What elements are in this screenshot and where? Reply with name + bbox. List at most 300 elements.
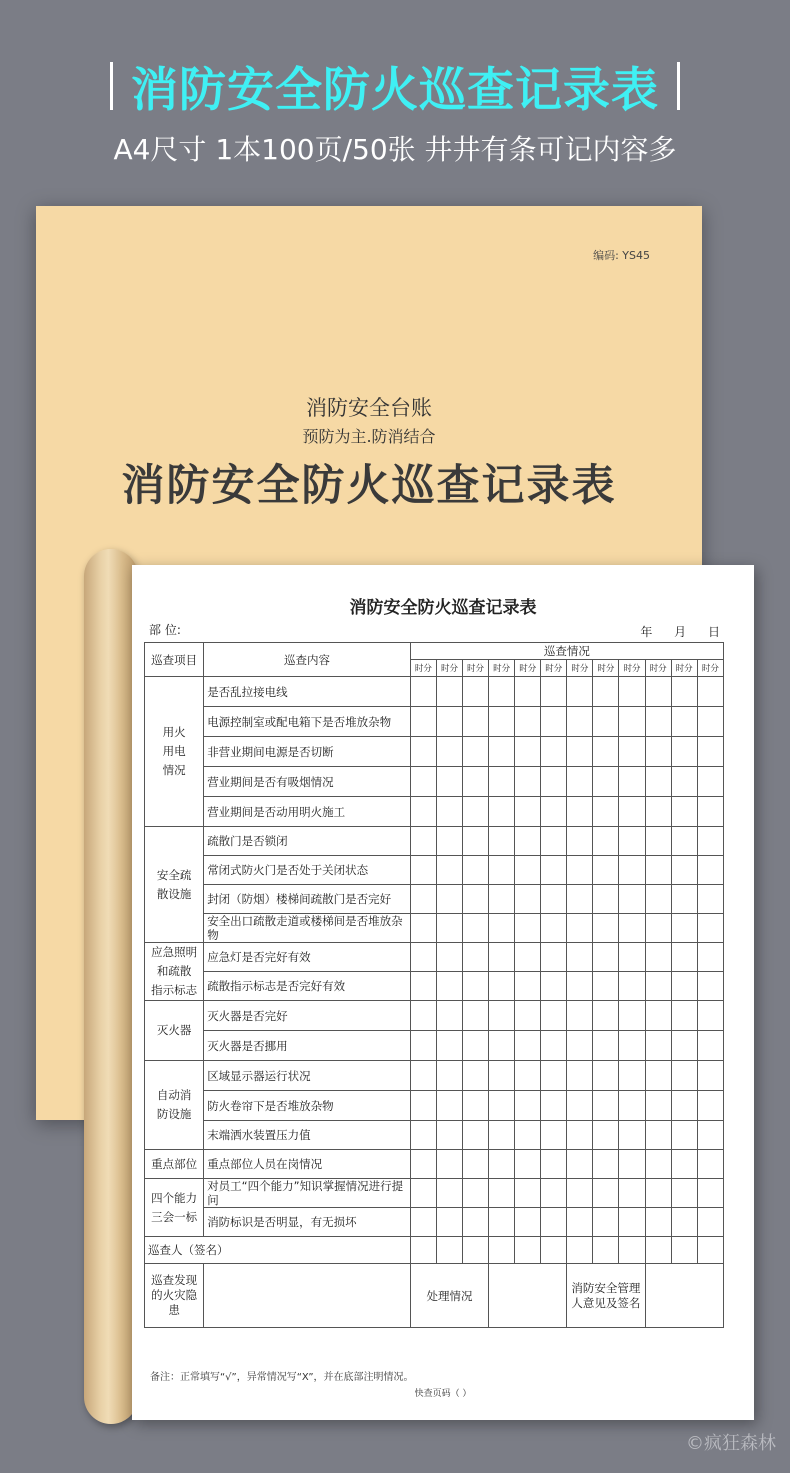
check-cell[interactable] <box>463 827 489 856</box>
time-column-header: 时分 <box>619 660 645 677</box>
category-cell: 自动消 防设施 <box>145 1061 204 1150</box>
check-cell[interactable] <box>619 885 645 914</box>
inspection-item: 营业期间是否动用明火施工 <box>204 797 411 827</box>
check-cell[interactable] <box>489 972 515 1001</box>
check-cell[interactable] <box>697 1179 723 1208</box>
check-cell[interactable] <box>645 767 671 797</box>
check-cell[interactable] <box>593 1061 619 1091</box>
table-row <box>145 1031 724 1061</box>
check-cell[interactable] <box>697 943 723 972</box>
check-cell[interactable] <box>671 1001 697 1031</box>
paper-roll-tube <box>84 549 138 1424</box>
check-cell[interactable] <box>489 1091 515 1121</box>
check-cell[interactable] <box>463 1061 489 1091</box>
inspection-item: 常闭式防火门是否处于关闭状态 <box>204 856 411 885</box>
check-cell[interactable] <box>463 856 489 885</box>
check-cell[interactable] <box>619 827 645 856</box>
check-cell[interactable] <box>567 914 593 943</box>
check-cell[interactable] <box>645 885 671 914</box>
header-item: 巡查项目 <box>145 643 204 677</box>
check-cell[interactable] <box>541 914 567 943</box>
check-cell[interactable] <box>697 1121 723 1150</box>
check-cell[interactable] <box>697 827 723 856</box>
check-cell[interactable] <box>645 943 671 972</box>
signature-cell[interactable] <box>567 1237 593 1264</box>
check-cell[interactable] <box>671 856 697 885</box>
dept-label: 部 位: <box>149 623 181 637</box>
check-cell[interactable] <box>436 1031 462 1061</box>
check-cell[interactable] <box>463 677 489 707</box>
page-code: 快查页码（ ） <box>414 1389 472 1399</box>
record-sheet <box>132 565 754 1420</box>
check-cell[interactable] <box>436 1061 462 1091</box>
check-cell[interactable] <box>593 1001 619 1031</box>
check-cell[interactable] <box>671 797 697 827</box>
check-cell[interactable] <box>567 885 593 914</box>
check-cell[interactable] <box>436 1121 462 1150</box>
check-cell[interactable] <box>619 1179 645 1208</box>
check-cell[interactable] <box>410 1121 436 1150</box>
check-cell[interactable] <box>515 1150 541 1179</box>
check-cell[interactable] <box>541 707 567 737</box>
check-cell[interactable] <box>489 856 515 885</box>
check-cell[interactable] <box>619 1001 645 1031</box>
check-cell[interactable] <box>436 914 462 943</box>
check-cell[interactable] <box>619 707 645 737</box>
table-row <box>145 707 724 737</box>
check-cell[interactable] <box>463 1001 489 1031</box>
check-cell[interactable] <box>515 1091 541 1121</box>
time-column-header: 时分 <box>593 660 619 677</box>
check-cell[interactable] <box>567 827 593 856</box>
signature-cell[interactable] <box>671 1237 697 1264</box>
check-cell[interactable] <box>671 1208 697 1237</box>
check-cell[interactable] <box>489 737 515 767</box>
check-cell[interactable] <box>697 707 723 737</box>
check-cell[interactable] <box>697 767 723 797</box>
check-cell[interactable] <box>541 1061 567 1091</box>
check-cell[interactable] <box>410 914 436 943</box>
check-cell[interactable] <box>515 797 541 827</box>
table-row <box>145 1121 724 1150</box>
check-cell[interactable] <box>515 885 541 914</box>
table-row <box>145 885 724 914</box>
check-cell[interactable] <box>515 1208 541 1237</box>
check-cell[interactable] <box>697 1031 723 1061</box>
check-cell[interactable] <box>619 1091 645 1121</box>
check-cell[interactable] <box>697 914 723 943</box>
check-cell[interactable] <box>410 1031 436 1061</box>
inspection-item: 区域显示器运行状况 <box>204 1061 411 1091</box>
time-column-header: 时分 <box>489 660 515 677</box>
signature-cell[interactable] <box>697 1237 723 1264</box>
check-cell[interactable] <box>697 885 723 914</box>
check-cell[interactable] <box>593 972 619 1001</box>
check-cell[interactable] <box>567 707 593 737</box>
check-cell[interactable] <box>489 1179 515 1208</box>
check-cell[interactable] <box>567 1121 593 1150</box>
inspection-item: 封闭（防烟）楼梯间疏散门是否完好 <box>204 885 411 914</box>
check-cell[interactable] <box>645 856 671 885</box>
check-cell[interactable] <box>410 1091 436 1121</box>
check-cell[interactable] <box>515 827 541 856</box>
category-cell: 四个能力 三会一标 <box>145 1179 204 1237</box>
check-cell[interactable] <box>410 737 436 767</box>
signature-cell[interactable] <box>541 1237 567 1264</box>
check-cell[interactable] <box>410 1150 436 1179</box>
cover-line2: 预防为主.防消结合 <box>302 427 436 446</box>
check-cell[interactable] <box>671 767 697 797</box>
check-cell[interactable] <box>645 737 671 767</box>
check-cell[interactable] <box>645 827 671 856</box>
check-cell[interactable] <box>541 797 567 827</box>
check-cell[interactable] <box>515 972 541 1001</box>
check-cell[interactable] <box>463 1150 489 1179</box>
check-cell[interactable] <box>463 914 489 943</box>
check-cell[interactable] <box>567 972 593 1001</box>
check-cell[interactable] <box>645 1061 671 1091</box>
check-cell[interactable] <box>567 737 593 767</box>
check-cell[interactable] <box>515 1061 541 1091</box>
check-cell[interactable] <box>671 827 697 856</box>
handling-input[interactable] <box>489 1264 567 1328</box>
table-row <box>145 767 724 797</box>
check-cell[interactable] <box>619 1121 645 1150</box>
check-cell[interactable] <box>593 797 619 827</box>
check-cell[interactable] <box>567 1179 593 1208</box>
check-cell[interactable] <box>619 972 645 1001</box>
check-cell[interactable] <box>697 856 723 885</box>
check-cell[interactable] <box>541 827 567 856</box>
check-cell[interactable] <box>436 856 462 885</box>
check-cell[interactable] <box>436 737 462 767</box>
check-cell[interactable] <box>593 1031 619 1061</box>
check-cell[interactable] <box>593 707 619 737</box>
check-cell[interactable] <box>436 972 462 1001</box>
time-column-header: 时分 <box>541 660 567 677</box>
check-cell[interactable] <box>541 1179 567 1208</box>
check-cell[interactable] <box>645 677 671 707</box>
check-cell[interactable] <box>593 914 619 943</box>
check-cell[interactable] <box>671 914 697 943</box>
check-cell[interactable] <box>697 737 723 767</box>
check-cell[interactable] <box>541 767 567 797</box>
check-cell[interactable] <box>697 1061 723 1091</box>
check-cell[interactable] <box>410 1061 436 1091</box>
time-column-header: 时分 <box>671 660 697 677</box>
inspection-item: 疏散指示标志是否完好有效 <box>204 972 411 1001</box>
cover-code: 编码: YS45 <box>593 249 650 262</box>
check-cell[interactable] <box>619 1150 645 1179</box>
check-cell[interactable] <box>515 1031 541 1061</box>
check-cell[interactable] <box>593 943 619 972</box>
check-cell[interactable] <box>541 677 567 707</box>
check-cell[interactable] <box>645 1121 671 1150</box>
check-cell[interactable] <box>463 1091 489 1121</box>
hazard-label: 巡查发现的火灾隐患 <box>145 1264 204 1328</box>
table-row <box>145 1091 724 1121</box>
time-column-header: 时分 <box>645 660 671 677</box>
check-cell[interactable] <box>645 914 671 943</box>
check-cell[interactable] <box>593 885 619 914</box>
check-cell[interactable] <box>515 737 541 767</box>
check-cell[interactable] <box>541 885 567 914</box>
check-cell[interactable] <box>541 943 567 972</box>
check-cell[interactable] <box>436 767 462 797</box>
check-cell[interactable] <box>697 1150 723 1179</box>
check-cell[interactable] <box>515 767 541 797</box>
header-status: 巡查情况 <box>410 643 723 660</box>
check-cell[interactable] <box>541 972 567 1001</box>
inspection-item: 消防标识是否明显，有无损坏 <box>204 1208 411 1237</box>
check-cell[interactable] <box>410 767 436 797</box>
category-cell: 用火 用电 情况 <box>145 677 204 827</box>
check-cell[interactable] <box>567 797 593 827</box>
check-cell[interactable] <box>515 1001 541 1031</box>
title-bar-left <box>110 62 113 110</box>
check-cell[interactable] <box>489 677 515 707</box>
inspection-item: 疏散门是否锁闭 <box>204 827 411 856</box>
inspection-table <box>144 642 724 1328</box>
check-cell[interactable] <box>593 1208 619 1237</box>
check-cell[interactable] <box>645 1150 671 1179</box>
inspection-item: 是否乱拉接电线 <box>204 677 411 707</box>
check-cell[interactable] <box>671 885 697 914</box>
inspection-item: 安全出口疏散走道或楼梯间是否堆放杂物 <box>204 914 411 943</box>
check-cell[interactable] <box>410 856 436 885</box>
check-cell[interactable] <box>593 856 619 885</box>
time-column-header: 时分 <box>515 660 541 677</box>
category-cell: 应急照明 和疏散 指示标志 <box>145 943 204 1001</box>
inspection-item: 重点部位人员在岗情况 <box>204 1150 411 1179</box>
check-cell[interactable] <box>463 737 489 767</box>
signature-cell[interactable] <box>593 1237 619 1264</box>
check-cell[interactable] <box>541 737 567 767</box>
check-cell[interactable] <box>463 972 489 1001</box>
check-cell[interactable] <box>671 737 697 767</box>
check-cell[interactable] <box>410 827 436 856</box>
check-cell[interactable] <box>567 1001 593 1031</box>
check-cell[interactable] <box>463 1179 489 1208</box>
signature-cell[interactable] <box>489 1237 515 1264</box>
check-cell[interactable] <box>645 797 671 827</box>
cover-line1: 消防安全台账 <box>306 396 432 420</box>
check-cell[interactable] <box>436 707 462 737</box>
check-cell[interactable] <box>619 767 645 797</box>
check-cell[interactable] <box>697 1208 723 1237</box>
check-cell[interactable] <box>489 1150 515 1179</box>
signature-cell[interactable] <box>436 1237 462 1264</box>
check-cell[interactable] <box>463 943 489 972</box>
check-cell[interactable] <box>671 677 697 707</box>
check-cell[interactable] <box>541 1121 567 1150</box>
check-cell[interactable] <box>410 943 436 972</box>
check-cell[interactable] <box>489 707 515 737</box>
check-cell[interactable] <box>593 1179 619 1208</box>
check-cell[interactable] <box>515 1121 541 1150</box>
signature-cell[interactable] <box>410 1237 436 1264</box>
check-cell[interactable] <box>489 827 515 856</box>
check-cell[interactable] <box>489 1121 515 1150</box>
check-cell[interactable] <box>671 1121 697 1150</box>
table-row <box>145 1150 724 1179</box>
check-cell[interactable] <box>645 1001 671 1031</box>
date-label: 年 月 日 <box>640 625 720 639</box>
check-cell[interactable] <box>489 1208 515 1237</box>
table-row <box>145 914 724 943</box>
check-cell[interactable] <box>436 1001 462 1031</box>
check-cell[interactable] <box>410 1001 436 1031</box>
check-cell[interactable] <box>515 707 541 737</box>
check-cell[interactable] <box>541 1031 567 1061</box>
check-cell[interactable] <box>515 1179 541 1208</box>
check-cell[interactable] <box>489 914 515 943</box>
check-cell[interactable] <box>645 1208 671 1237</box>
check-cell[interactable] <box>593 827 619 856</box>
check-cell[interactable] <box>541 1150 567 1179</box>
banner-title <box>0 46 790 126</box>
check-cell[interactable] <box>436 943 462 972</box>
check-cell[interactable] <box>436 1179 462 1208</box>
check-cell[interactable] <box>619 737 645 767</box>
signature-cell[interactable] <box>515 1237 541 1264</box>
check-cell[interactable] <box>645 1031 671 1061</box>
check-cell[interactable] <box>593 1121 619 1150</box>
check-cell[interactable] <box>671 1150 697 1179</box>
check-cell[interactable] <box>489 767 515 797</box>
check-cell[interactable] <box>593 1150 619 1179</box>
manager-input[interactable] <box>645 1264 723 1328</box>
check-cell[interactable] <box>463 885 489 914</box>
check-cell[interactable] <box>410 707 436 737</box>
check-cell[interactable] <box>619 914 645 943</box>
check-cell[interactable] <box>541 1208 567 1237</box>
check-cell[interactable] <box>567 677 593 707</box>
check-cell[interactable] <box>489 1061 515 1091</box>
check-cell[interactable] <box>671 943 697 972</box>
check-cell[interactable] <box>463 1121 489 1150</box>
check-cell[interactable] <box>515 914 541 943</box>
check-cell[interactable] <box>671 1091 697 1121</box>
table-row <box>145 1061 724 1091</box>
check-cell[interactable] <box>697 797 723 827</box>
check-cell[interactable] <box>593 1091 619 1121</box>
check-cell[interactable] <box>410 1179 436 1208</box>
check-cell[interactable] <box>619 943 645 972</box>
table-row <box>145 1179 724 1208</box>
check-cell[interactable] <box>697 972 723 1001</box>
check-cell[interactable] <box>697 1091 723 1121</box>
check-cell[interactable] <box>619 1208 645 1237</box>
check-cell[interactable] <box>436 827 462 856</box>
header-content: 巡查内容 <box>204 643 411 677</box>
signature-cell[interactable] <box>463 1237 489 1264</box>
check-cell[interactable] <box>671 1061 697 1091</box>
check-cell[interactable] <box>463 707 489 737</box>
check-cell[interactable] <box>436 885 462 914</box>
check-cell[interactable] <box>593 737 619 767</box>
check-cell[interactable] <box>410 1208 436 1237</box>
check-cell[interactable] <box>697 1001 723 1031</box>
check-cell[interactable] <box>567 1061 593 1091</box>
inspection-item: 非营业期间电源是否切断 <box>204 737 411 767</box>
check-cell[interactable] <box>436 1091 462 1121</box>
check-cell[interactable] <box>671 972 697 1001</box>
hazard-input[interactable] <box>204 1264 411 1328</box>
check-cell[interactable] <box>463 797 489 827</box>
check-cell[interactable] <box>593 677 619 707</box>
check-cell[interactable] <box>489 1001 515 1031</box>
check-cell[interactable] <box>645 1179 671 1208</box>
check-cell[interactable] <box>515 856 541 885</box>
check-cell[interactable] <box>463 1208 489 1237</box>
check-cell[interactable] <box>567 1150 593 1179</box>
inspector-label: 巡查人（签名） <box>145 1237 411 1264</box>
check-cell[interactable] <box>410 797 436 827</box>
check-cell[interactable] <box>436 1208 462 1237</box>
check-cell[interactable] <box>671 1031 697 1061</box>
check-cell[interactable] <box>410 677 436 707</box>
check-cell[interactable] <box>436 677 462 707</box>
check-cell[interactable] <box>567 1031 593 1061</box>
check-cell[interactable] <box>489 943 515 972</box>
check-cell[interactable] <box>489 885 515 914</box>
check-cell[interactable] <box>541 1091 567 1121</box>
check-cell[interactable] <box>619 856 645 885</box>
check-cell[interactable] <box>619 1061 645 1091</box>
check-cell[interactable] <box>645 972 671 1001</box>
check-cell[interactable] <box>567 943 593 972</box>
table-row <box>145 677 724 707</box>
table-row <box>145 827 724 856</box>
check-cell[interactable] <box>593 767 619 797</box>
check-cell[interactable] <box>489 1031 515 1061</box>
check-cell[interactable] <box>619 797 645 827</box>
signature-cell[interactable] <box>619 1237 645 1264</box>
check-cell[interactable] <box>410 885 436 914</box>
check-cell[interactable] <box>619 1031 645 1061</box>
inspection-item: 营业期间是否有吸烟情况 <box>204 767 411 797</box>
table-row <box>145 797 724 827</box>
check-cell[interactable] <box>567 856 593 885</box>
check-cell[interactable] <box>463 1031 489 1061</box>
check-cell[interactable] <box>619 677 645 707</box>
check-cell[interactable] <box>541 856 567 885</box>
check-cell[interactable] <box>489 797 515 827</box>
check-cell[interactable] <box>567 1208 593 1237</box>
signature-cell[interactable] <box>645 1237 671 1264</box>
inspection-item: 电源控制室或配电箱下是否堆放杂物 <box>204 707 411 737</box>
check-cell[interactable] <box>671 707 697 737</box>
check-cell[interactable] <box>410 972 436 1001</box>
check-cell[interactable] <box>541 1001 567 1031</box>
inspection-item: 对员工“四个能力”知识掌握情况进行提问 <box>204 1179 411 1208</box>
check-cell[interactable] <box>697 677 723 707</box>
check-cell[interactable] <box>436 797 462 827</box>
check-cell[interactable] <box>515 943 541 972</box>
check-cell[interactable] <box>645 1091 671 1121</box>
check-cell[interactable] <box>671 1179 697 1208</box>
check-cell[interactable] <box>645 707 671 737</box>
check-cell[interactable] <box>515 677 541 707</box>
check-cell[interactable] <box>463 767 489 797</box>
check-cell[interactable] <box>567 1091 593 1121</box>
check-cell[interactable] <box>436 1150 462 1179</box>
check-cell[interactable] <box>567 767 593 797</box>
category-cell: 安全疏 散设施 <box>145 827 204 943</box>
banner-title-text: 消防安全防火巡查记录表 <box>131 62 659 118</box>
inspection-item: 应急灯是否完好有效 <box>204 943 411 972</box>
